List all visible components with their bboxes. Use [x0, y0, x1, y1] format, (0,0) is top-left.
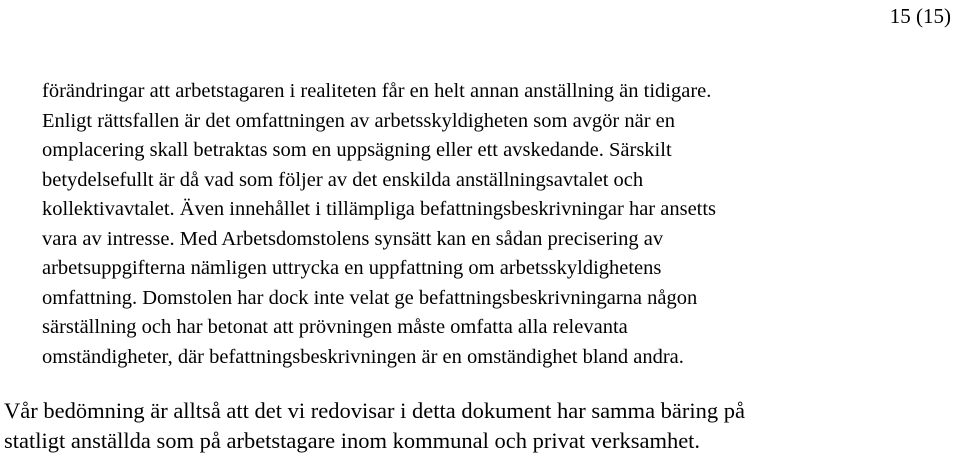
paragraph-line: Enligt rättsfallen är det omfattningen av arbetsskyldigheten som avgör när en: [42, 109, 676, 132]
paragraph-line: kollektivavtalet. Även innehållet i tillämpliga befattningsbeskrivningar har ansetts: [42, 198, 717, 220]
paragraph-line: arbetsuppgifterna nämligen uttrycka en uppfattning om arbetsskyldighetens: [42, 257, 662, 279]
paragraph-line: omplacering skall betraktas som en uppsägning eller ett avskedande. Särskilt: [42, 139, 672, 161]
paragraph-line: omfattning. Domstolen har dock inte velat ge befattningsbeskrivningarna någon: [42, 286, 698, 309]
page-number: 15 (15): [889, 4, 951, 28]
paragraph-line: förändringar att arbetstagaren i realiteten får en helt annan anställning än tidigare.: [42, 80, 712, 102]
paragraph-line: vara av intresse. Med Arbetsdomstolens synsätt kan en sådan precisering av: [42, 227, 664, 250]
paragraph-line: betydelsefullt är då vad som följer av det enskilda anställningsavtalet och: [42, 168, 644, 191]
body-paragraph-2: [4, 396, 954, 456]
paragraph-line: omständigheter, där befattningsbeskrivningen är en omständighet bland andra.: [42, 345, 684, 368]
paragraph-line: statligt anställda som på arbetstagare inom kommunal och privat verksamhet.: [4, 428, 701, 453]
paragraph-line: Vår bedömning är alltså att det vi redovisar i detta dokument har samma bäring på: [4, 398, 746, 423]
paragraph-line: särställning och har betonat att prövningen måste omfatta alla relevanta: [42, 316, 628, 338]
body-paragraph-1: [42, 77, 942, 372]
